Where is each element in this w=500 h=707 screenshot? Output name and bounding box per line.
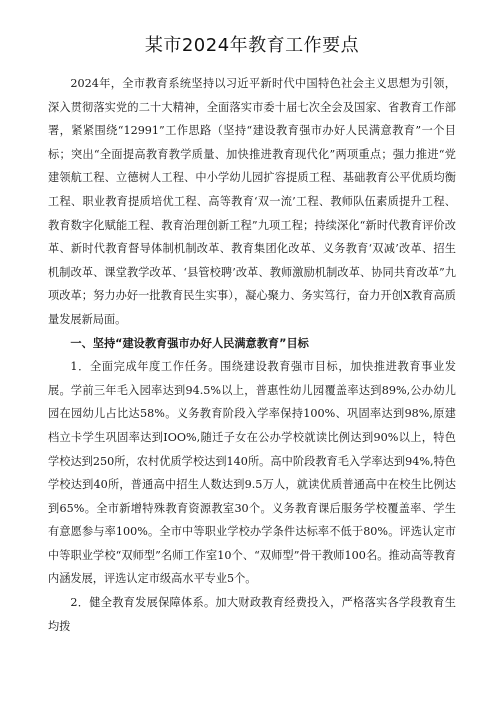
item-paragraph: 2．健全教育发展保障体系。加大财政教育经费投入，严格落实各学段教育生均拨 <box>48 596 456 633</box>
section-heading: 一、坚持“建设教育强市办好人民满意教育”目标 <box>70 336 309 350</box>
document-title: 某市2024年教育工作要点 <box>144 35 360 56</box>
intro-paragraph: 2024年，全市教育系统坚持以习近平新时代中国特色社会主义思想为引领，深入贯彻落实党的二十大精神，全面落实市委十届七次全会及国家、省教育工作部署，紧紧围绕“12991”工作思路（坚持“建设教育强市办好人民满意教育”一个目标；突出“全面提高教育教学质量、加快推进教育现代化”两项重点；强力推进“党建领航工程、立德树人工程、中小学幼儿园扩容提质工程、基础教育公平优质均衡工程、职业教育提质培优工程、高等教育‘双一流’工程、教师队伍素质提升工程、教育数字化赋能工程、教育治理创新工程”九项工程；持续深化“新时代教育评价改革、新时代教育督导体制机制改革、教育集团化改革、义务教育‘双减’改革、招生机制改革、课堂教学改革、‘县管校聘’改革、教师激励机制改革、协同共育改革”九项改革；努力办好一批教育民生实事），凝心聚力、务实笃行，奋力开创X教育高质量发展新局面。 <box>48 77 456 326</box>
item-paragraph: 1．全面完成年度工作任务。围绕建设教育强市目标，加快推进教育事业发展。学前三年毛入园率达到94.5%以上，普惠性幼儿园覆盖率达到89%,公办幼儿园在园幼儿占比达58%。义务教育阶段入学率保持100%、巩固率达到98%,原建档立卡学生巩固率达到IOO%,随迁子女在公办学校就读比例达到90%以上，特色学校达到250所，农村优质学校达到140所。高中阶段教育毛入学率达到94%,特色学校达到40所，普通高中招生人数达到9.5万人，就读优质普通高中在校生比例达到65%。全市新增特殊教育资源教室30个。义务教育课后服务学校覆盖率、学生有意愿参与率100%。全市中等职业学校办学条件达标率不低于80%。评选认定市中等职业学校“双师型”名师工作室10个、“双师型”骨干教师100名。推动高等教育内涵发展，评选认定市级高水平专业5个。 <box>48 360 456 586</box>
